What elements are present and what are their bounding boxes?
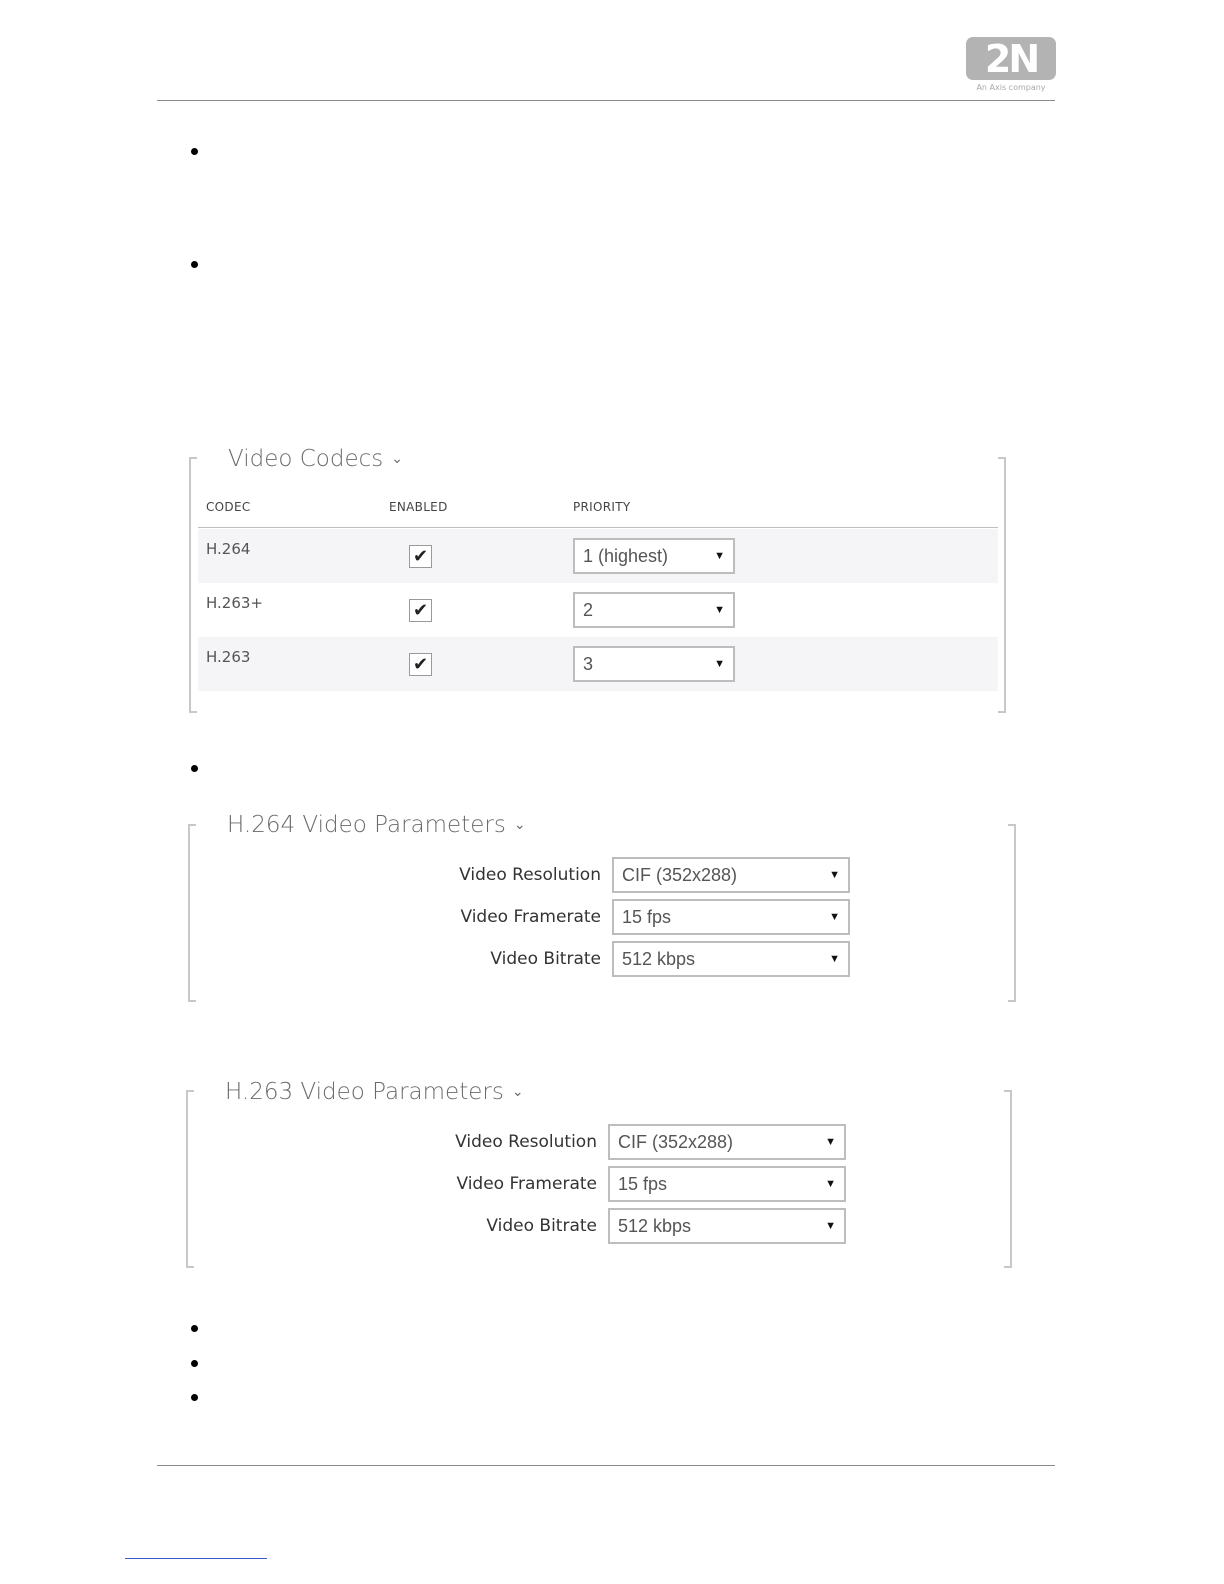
enabled-checkbox[interactable] <box>409 599 432 622</box>
video-framerate-label: Video Framerate <box>456 1174 597 1194</box>
triangle-down-icon: ▼ <box>825 1220 836 1232</box>
h263-params-title[interactable]: H.263 Video Parameters ⌄ <box>225 1079 524 1105</box>
triangle-down-icon: ▼ <box>829 869 840 881</box>
triangle-down-icon: ▼ <box>825 1136 836 1148</box>
select-value: CIF (352x288) <box>622 864 738 885</box>
h264-params-title[interactable]: H.264 Video Parameters ⌄ <box>227 812 526 838</box>
video-resolution-label: Video Resolution <box>459 865 601 885</box>
list-bullet <box>191 765 198 772</box>
list-bullet <box>191 1360 198 1367</box>
video-resolution-select[interactable] <box>608 1124 846 1160</box>
table-row <box>198 637 998 691</box>
select-value: 512 kbps <box>622 948 696 969</box>
video-bitrate-label: Video Bitrate <box>490 949 601 969</box>
video-resolution-label: Video Resolution <box>455 1132 597 1152</box>
table-row <box>198 529 998 583</box>
checkmark-icon: ✔ <box>412 599 429 621</box>
table-header-divider <box>198 527 998 528</box>
priority-value: 1 (highest) <box>583 545 669 566</box>
panel-bracket-right <box>998 457 1006 713</box>
enabled-checkbox[interactable] <box>409 653 432 676</box>
footer-divider <box>157 1465 1055 1466</box>
codec-name: H.264 <box>206 540 251 558</box>
priority-value: 3 <box>583 653 594 674</box>
priority-select[interactable] <box>573 592 735 628</box>
panel-bracket-left <box>188 824 196 1002</box>
header-divider <box>157 100 1055 101</box>
checkmark-icon: ✔ <box>412 653 429 675</box>
list-bullet <box>191 261 198 268</box>
brand-logo-subtitle: An Axis company <box>976 83 1046 92</box>
priority-value: 2 <box>583 599 594 620</box>
select-value: 15 fps <box>622 906 672 927</box>
select-value: 15 fps <box>618 1173 668 1194</box>
chevron-down-icon[interactable]: ⌄ <box>513 817 526 833</box>
video-resolution-select[interactable] <box>612 857 850 893</box>
enabled-checkbox[interactable] <box>409 545 432 568</box>
codec-name: H.263 <box>206 648 251 666</box>
checkmark-icon: ✔ <box>412 545 429 567</box>
chevron-down-icon[interactable]: ⌄ <box>391 451 403 467</box>
list-bullet <box>191 1325 198 1332</box>
chevron-down-icon[interactable]: ⌄ <box>511 1084 524 1100</box>
column-header-codec: CODEC <box>206 500 251 514</box>
video-framerate-select[interactable] <box>612 899 850 935</box>
video-bitrate-select[interactable] <box>612 941 850 977</box>
video-framerate-select[interactable] <box>608 1166 846 1202</box>
table-row <box>198 583 998 637</box>
triangle-down-icon: ▼ <box>829 911 840 923</box>
codec-name: H.263+ <box>206 594 263 612</box>
select-value: 512 kbps <box>618 1215 692 1236</box>
priority-select[interactable] <box>573 646 735 682</box>
video-bitrate-select[interactable] <box>608 1208 846 1244</box>
triangle-down-icon: ▼ <box>714 550 725 562</box>
list-bullet <box>191 148 198 155</box>
column-header-enabled: ENABLED <box>389 500 448 514</box>
triangle-down-icon: ▼ <box>825 1178 836 1190</box>
video-bitrate-label: Video Bitrate <box>486 1216 597 1236</box>
panel-bracket-right <box>1008 824 1016 1002</box>
triangle-down-icon: ▼ <box>714 658 725 670</box>
video-codecs-title[interactable]: Video Codecs ⌄ <box>228 446 403 472</box>
panel-bracket-left <box>186 1090 194 1268</box>
video-framerate-label: Video Framerate <box>460 907 601 927</box>
triangle-down-icon: ▼ <box>829 953 840 965</box>
panel-bracket-right <box>1004 1090 1012 1268</box>
brand-logo: 2N <box>966 37 1056 80</box>
triangle-down-icon: ▼ <box>714 604 725 616</box>
panel-bracket-left <box>189 457 197 713</box>
footer-link-underline[interactable] <box>125 1558 267 1559</box>
list-bullet <box>191 1394 198 1401</box>
column-header-priority: PRIORITY <box>573 500 631 514</box>
select-value: CIF (352x288) <box>618 1131 734 1152</box>
priority-select[interactable] <box>573 538 735 574</box>
